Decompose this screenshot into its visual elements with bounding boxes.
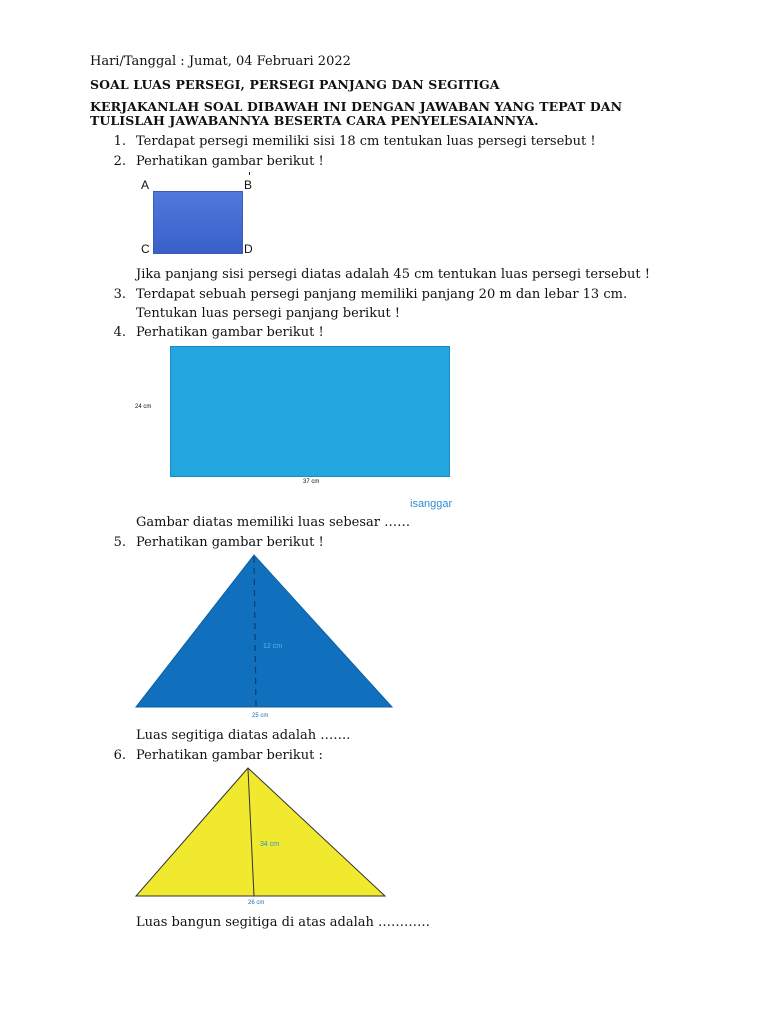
triangle-base-label: 26 cm (248, 900, 265, 906)
question-text: Terdapat sebuah persegi panjang memiliki panjang 20 m dan lebar 13 cm. (136, 287, 628, 302)
question-text: Perhatikan gambar berikut ! (136, 154, 324, 169)
date-line: Hari/Tanggal : Jumat, 04 Februari 2022 (90, 54, 351, 69)
corner-label-b: B (244, 178, 253, 192)
corner-label-c: C (141, 242, 150, 256)
triangle-height-label: 12 cm (263, 643, 283, 650)
square-figure (140, 172, 270, 262)
question-followup: Jika panjang sisi persegi diatas adalah 45 cm tentukan luas persegi tersebut ! (136, 267, 650, 282)
corner-label-d: D (244, 242, 253, 256)
triangle-shape-yellow (136, 768, 385, 896)
question-number: 1. (113, 134, 126, 149)
question-followup: Luas segitiga diatas adalah ……. (136, 728, 351, 743)
triangle-height-label: 34 cm (260, 841, 280, 848)
watermark-text: isanggar (410, 498, 453, 510)
triangle-figure-yellow (130, 765, 394, 899)
rectangle-height-label: 24 cm (135, 404, 152, 410)
question-number: 4. (113, 325, 126, 340)
question-number: 3. (113, 287, 126, 302)
corner-label-a: A (141, 178, 150, 192)
instruction-line-1: KERJAKANLAH SOAL DIBAWAH INI DENGAN JAWABAN YANG TEPAT DAN (90, 99, 623, 114)
rectangle-width-label: 37 cm (303, 479, 320, 485)
triangle-base-label: 25 cm (252, 713, 269, 719)
question-number: 5. (113, 535, 126, 550)
question-text: Perhatikan gambar berikut ! (136, 325, 324, 340)
question-number: 6. (113, 748, 126, 763)
question-text-2: Tentukan luas persegi panjang berikut ! (136, 306, 401, 321)
question-followup: Gambar diatas memiliki luas sebesar …… (136, 515, 411, 530)
triangle-figure-blue (130, 552, 400, 716)
question-text: Perhatikan gambar berikut ! (136, 535, 324, 550)
tick-mark (249, 172, 250, 175)
page-title: SOAL LUAS PERSEGI, PERSEGI PANJANG DAN SEGITIGA (90, 77, 500, 92)
instruction-line-2: TULISLAH JAWABANNYA BESERTA CARA PENYELESAIANNYA. (90, 113, 539, 128)
question-text: Terdapat persegi memiliki sisi 18 cm tentukan luas persegi tersebut ! (136, 134, 596, 149)
question-number: 2. (113, 154, 126, 169)
question-text: Perhatikan gambar berikut : (136, 748, 323, 763)
question-followup: Luas bangun segitiga di atas adalah ………… (136, 915, 431, 930)
triangle-shape-blue (136, 555, 392, 707)
square-shape (153, 191, 243, 254)
rectangle-shape (170, 346, 450, 477)
